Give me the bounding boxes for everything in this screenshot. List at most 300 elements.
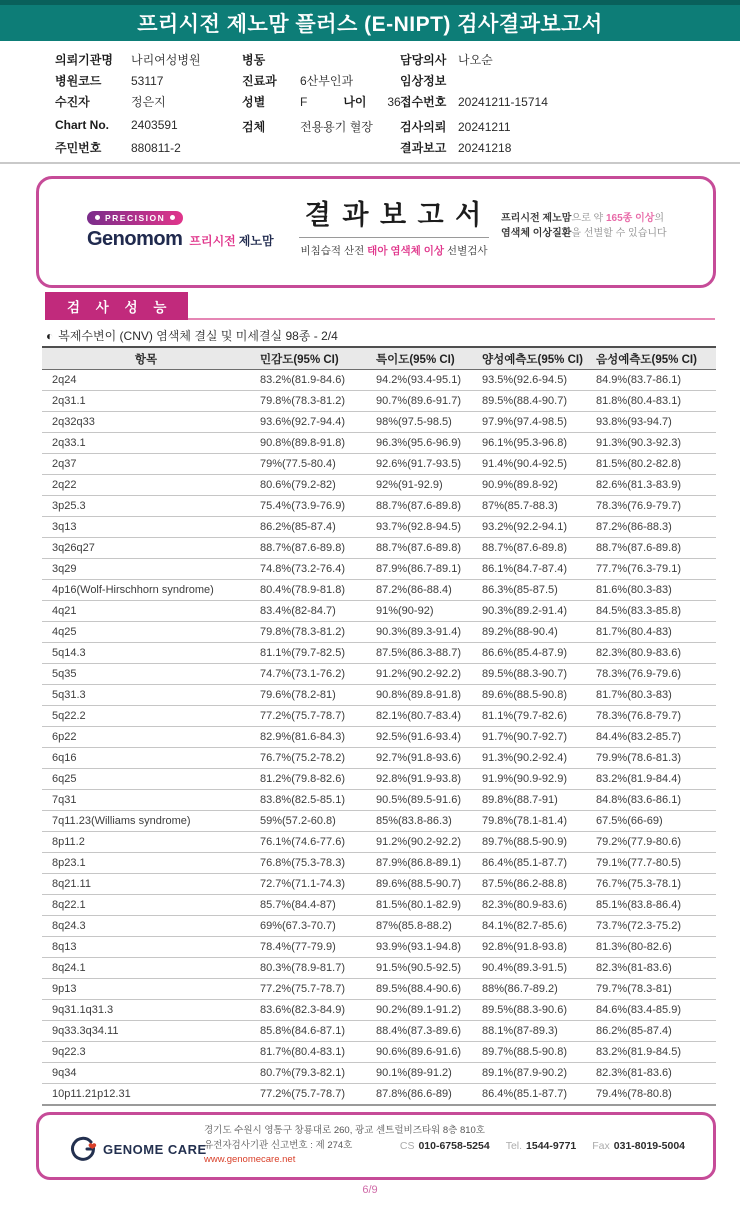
- value-cell: 89.5%(88.3-90.6): [482, 1004, 567, 1016]
- genomecare-logo: [69, 1135, 207, 1163]
- value-cell: 94.2%(93.4-95.1): [376, 374, 461, 386]
- table-row: [42, 895, 716, 916]
- value-cell: 91.5%(90.5-92.5): [376, 962, 461, 974]
- value-cell: 67.5%(66-69): [596, 815, 663, 827]
- info-value: 2403591: [131, 118, 178, 132]
- value-cell: 89.5%(88.3-90.7): [482, 668, 567, 680]
- footer-fax: Fax 031-8019-5004: [592, 1140, 685, 1152]
- value-cell: 83.8%(82.5-85.1): [260, 794, 345, 806]
- info-value: 36: [387, 95, 401, 109]
- table-row: [42, 622, 716, 643]
- value-cell: 76.7%(75.2-78.2): [260, 752, 345, 764]
- info-label: Chart No.: [55, 118, 109, 132]
- value-cell: 91.2%(90.2-92.2): [376, 668, 461, 680]
- genomecare-logo-text: GENOME CARE: [103, 1141, 207, 1157]
- item-cell: 8p23.1: [52, 857, 86, 869]
- value-cell: 91.9%(90.9-92.9): [482, 773, 567, 785]
- item-cell: 5q22.2: [52, 710, 86, 722]
- info-label: 담당의사: [400, 53, 447, 67]
- column-header-specificity: 특이도(95% CI): [376, 353, 455, 366]
- value-cell: 84.8%(83.6-86.1): [596, 794, 681, 806]
- value-cell: 90.4%(89.3-91.5): [482, 962, 567, 974]
- value-cell: 82.9%(81.6-84.3): [260, 731, 345, 743]
- value-cell: 84.4%(83.2-85.7): [596, 731, 681, 743]
- value-cell: 85%(83.8-86.3): [376, 815, 452, 827]
- info-row: [242, 93, 401, 114]
- item-cell: 4q21: [52, 605, 77, 617]
- result-card-note: [501, 211, 681, 241]
- value-cell: 87%(85.7-88.3): [482, 500, 558, 512]
- result-card-subtitle: 비침습적 산전 태아 염색체 이상 선별검사: [300, 245, 488, 257]
- value-cell: 84.9%(83.7-86.1): [596, 374, 681, 386]
- table-row: [42, 979, 716, 1000]
- value-cell: 79.8%(78.1-81.4): [482, 815, 567, 827]
- item-cell: 2q32q33: [52, 416, 95, 428]
- genomom-brand-logo: [87, 207, 277, 251]
- value-cell: 82.3%(80.9-83.6): [482, 899, 567, 911]
- info-row: [55, 93, 201, 114]
- value-cell: 92%(91-92.9): [376, 479, 443, 491]
- table-row: [42, 1042, 716, 1063]
- info-row: [242, 72, 401, 93]
- value-cell: 92.8%(91.8-93.8): [482, 941, 567, 953]
- info-value: 880811-2: [131, 141, 181, 155]
- value-cell: 81.5%(80.2-82.8): [596, 458, 681, 470]
- value-cell: 84.5%(83.3-85.8): [596, 605, 681, 617]
- value-cell: 82.3%(80.9-83.6): [596, 647, 681, 659]
- value-cell: 87.9%(86.7-89.1): [376, 563, 461, 575]
- value-cell: 78.4%(77-79.9): [260, 941, 336, 953]
- value-cell: 98%(97.5-98.5): [376, 416, 452, 428]
- genomecare-logo-icon: [69, 1135, 97, 1163]
- value-cell: 75.4%(73.9-76.9): [260, 500, 345, 512]
- value-cell: 89.7%(88.5-90.9): [482, 836, 567, 848]
- info-row: [242, 118, 401, 139]
- value-cell: 72.7%(71.1-74.3): [260, 878, 345, 890]
- item-cell: 9q22.3: [52, 1046, 86, 1058]
- info-value: 나오순: [458, 53, 493, 67]
- result-report-card: [36, 176, 716, 288]
- value-cell: 76.7%(75.3-78.1): [596, 878, 681, 890]
- info-label: 임상정보: [400, 74, 447, 88]
- footer-website-link[interactable]: www.genomecare.net: [204, 1154, 296, 1165]
- value-cell: 93.2%(92.2-94.1): [482, 521, 567, 533]
- item-cell: 2q33.1: [52, 437, 86, 449]
- info-value: 6산부인과: [300, 74, 354, 88]
- value-cell: 78.3%(76.9-79.7): [596, 500, 681, 512]
- info-row: [400, 72, 548, 93]
- table-row: [42, 1084, 716, 1106]
- item-cell: 2q31.1: [52, 395, 86, 407]
- item-cell: 3q13: [52, 521, 77, 533]
- value-cell: 86.2%(85-87.4): [260, 521, 336, 533]
- value-cell: 77.2%(75.7-78.7): [260, 983, 345, 995]
- item-cell: 4p16(Wolf-Hirschhorn syndrome): [52, 584, 214, 596]
- value-cell: 81.7%(80.4-83): [596, 626, 672, 638]
- value-cell: 88.7%(87.6-89.8): [260, 542, 345, 554]
- patient-info-col2: [242, 51, 401, 139]
- value-cell: 89.5%(88.4-90.6): [376, 983, 461, 995]
- info-row: [242, 51, 401, 72]
- info-value: 20241211-15714: [458, 95, 548, 109]
- info-row: [55, 118, 201, 139]
- value-cell: 86.4%(85.1-87.7): [482, 857, 567, 869]
- value-cell: 82.3%(81-83.6): [596, 1067, 672, 1079]
- value-cell: 73.7%(72.3-75.2): [596, 920, 681, 932]
- table-row: [42, 937, 716, 958]
- value-cell: 79.7%(78.3-81): [596, 983, 672, 995]
- value-cell: 89.1%(87.9-90.2): [482, 1067, 567, 1079]
- precision-badge: [87, 211, 183, 225]
- report-title-bar: [0, 5, 740, 41]
- item-cell: 6p22: [52, 731, 77, 743]
- table-header-row: [42, 346, 716, 370]
- table-row: [42, 790, 716, 811]
- table-row: [42, 685, 716, 706]
- value-cell: 92.7%(91.8-93.6): [376, 752, 461, 764]
- column-header-npv: 음성예측도(95% CI): [596, 353, 697, 366]
- table-row: [42, 853, 716, 874]
- value-cell: 79.4%(78-80.8): [596, 1088, 672, 1100]
- info-value: 나리여성병원: [131, 53, 201, 67]
- value-cell: 83.4%(82-84.7): [260, 605, 336, 617]
- value-cell: 78.3%(76.9-79.6): [596, 668, 681, 680]
- value-cell: 80.4%(78.9-81.8): [260, 584, 345, 596]
- value-cell: 87.5%(86.3-88.7): [376, 647, 461, 659]
- info-label: 병원코드: [55, 74, 102, 88]
- page-title: 프리시전 제노맘 플러스 (E-NIPT) 검사결과보고서: [137, 13, 603, 36]
- info-value: F: [300, 95, 308, 109]
- value-cell: 81.8%(80.4-83.1): [596, 395, 681, 407]
- info-row: [55, 51, 201, 72]
- value-cell: 87%(85.8-88.2): [376, 920, 452, 932]
- value-cell: 89.6%(88.5-90.8): [482, 689, 567, 701]
- value-cell: 91.7%(90.7-92.7): [482, 731, 567, 743]
- value-cell: 81.2%(79.8-82.6): [260, 773, 345, 785]
- item-cell: 10p11.21p12.31: [52, 1088, 131, 1100]
- value-cell: 90.9%(89.8-92): [482, 479, 558, 491]
- item-cell: 8q13: [52, 941, 77, 953]
- value-cell: 89.2%(88-90.4): [482, 626, 558, 638]
- info-label: 검체: [242, 120, 266, 134]
- value-cell: 97.9%(97.4-98.5): [482, 416, 567, 428]
- info-value: 전용용기 혈장: [300, 120, 373, 134]
- value-cell: 88.4%(87.3-89.6): [376, 1025, 461, 1037]
- info-label: 성별: [242, 95, 266, 109]
- value-cell: 82.6%(81.3-83.9): [596, 479, 681, 491]
- info-row: [55, 72, 201, 93]
- value-cell: 90.3%(89.3-91.4): [376, 626, 461, 638]
- table-row: [42, 958, 716, 979]
- value-cell: 90.8%(89.8-91.8): [260, 437, 345, 449]
- value-cell: 90.5%(89.5-91.6): [376, 794, 461, 806]
- value-cell: 86.6%(85.4-87.9): [482, 647, 567, 659]
- value-cell: 82.1%(80.7-83.4): [376, 710, 461, 722]
- footer-contacts: [400, 1140, 685, 1152]
- info-label: 수진자: [55, 95, 90, 109]
- value-cell: 90.2%(89.1-91.2): [376, 1004, 461, 1016]
- value-cell: 88.7%(87.6-89.8): [376, 542, 461, 554]
- item-cell: 5q14.3: [52, 647, 86, 659]
- info-value: 20241211: [458, 120, 511, 134]
- value-cell: 89.7%(88.5-90.8): [482, 1046, 567, 1058]
- footer-address-line1: 경기도 수원시 영통구 창룡대로 260, 광교 센트럴비즈타워 8층 810호: [204, 1125, 485, 1136]
- value-cell: 79.8%(78.3-81.2): [260, 626, 345, 638]
- value-cell: 92.6%(91.7-93.5): [376, 458, 461, 470]
- section-subtitle-text: 복제수변이 (CNV) 염색체 결실 및 미세결실 98종 - 2/4: [58, 329, 338, 343]
- info-label: 나이: [343, 95, 367, 109]
- table-row: [42, 916, 716, 937]
- table-row: [42, 559, 716, 580]
- table-row: [42, 538, 716, 559]
- value-cell: 93.6%(92.7-94.4): [260, 416, 345, 428]
- value-cell: 88.1%(87-89.3): [482, 1025, 558, 1037]
- badge-label: PRECISION: [105, 212, 166, 223]
- item-cell: 9q34: [52, 1067, 77, 1079]
- info-value: 53117: [131, 74, 164, 88]
- footer-tel: Tel. 1544-9771: [505, 1140, 577, 1152]
- item-cell: 8p11.2: [52, 836, 85, 848]
- badge-dot-icon: [170, 215, 175, 220]
- info-label: 주민번호: [55, 141, 102, 155]
- info-label: 진료과: [242, 74, 277, 88]
- section-subtitle: [46, 327, 338, 344]
- value-cell: 86.4%(85.1-87.7): [482, 1088, 567, 1100]
- value-cell: 74.7%(73.1-76.2): [260, 668, 345, 680]
- item-cell: 6q25: [52, 773, 77, 785]
- value-cell: 76.1%(74.6-77.6): [260, 836, 345, 848]
- value-cell: 87.2%(86-88.3): [596, 521, 672, 533]
- value-cell: 80.7%(79.3-82.1): [260, 1067, 345, 1079]
- value-cell: 91.4%(90.4-92.5): [482, 458, 567, 470]
- table-row: [42, 1021, 716, 1042]
- value-cell: 93.8%(93-94.7): [596, 416, 672, 428]
- item-cell: 8q21.11: [52, 878, 91, 890]
- value-cell: 80.6%(79.2-82): [260, 479, 336, 491]
- info-label: 병동: [242, 53, 266, 67]
- table-row: [42, 1000, 716, 1021]
- info-row: [400, 51, 548, 72]
- info-row: [400, 93, 548, 114]
- value-cell: 80.3%(78.9-81.7): [260, 962, 345, 974]
- note-line-1: 프리시전 제노맘으로 약 165종 이상의: [501, 213, 665, 224]
- value-cell: 84.6%(83.4-85.9): [596, 1004, 681, 1016]
- note-line-2: 염색체 이상질환을 선별할 수 있습니다: [501, 228, 667, 239]
- value-cell: 79.9%(78.6-81.3): [596, 752, 681, 764]
- value-cell: 87.5%(86.2-88.8): [482, 878, 567, 890]
- item-cell: 2q37: [52, 458, 77, 470]
- title-divider: [299, 237, 489, 238]
- table-row: [42, 811, 716, 832]
- value-cell: 92.5%(91.6-93.4): [376, 731, 461, 743]
- column-header-ppv: 양성예측도(95% CI): [482, 353, 583, 366]
- column-header-sensitivity: 민감도(95% CI): [260, 353, 339, 366]
- page-number: 6/9: [362, 1184, 378, 1196]
- item-cell: 8q24.3: [52, 920, 86, 932]
- value-cell: 81.5%(80.1-82.9): [376, 899, 461, 911]
- table-row: [42, 601, 716, 622]
- item-cell: 7q11.23(Williams syndrome): [52, 815, 191, 827]
- table-row: [42, 664, 716, 685]
- value-cell: 74.8%(73.2-76.4): [260, 563, 345, 575]
- badge-dot-icon: [95, 215, 100, 220]
- value-cell: 91.2%(90.2-92.2): [376, 836, 461, 848]
- value-cell: 85.8%(84.6-87.1): [260, 1025, 345, 1037]
- table-row: [42, 517, 716, 538]
- item-cell: 5q31.3: [52, 689, 86, 701]
- item-cell: 8q24.1: [52, 962, 86, 974]
- value-cell: 88.7%(87.6-89.8): [482, 542, 567, 554]
- value-cell: 79.6%(78.2-81): [260, 689, 336, 701]
- value-cell: 88.7%(87.6-89.8): [376, 500, 461, 512]
- table-row: [42, 748, 716, 769]
- value-cell: 89.5%(88.4-90.7): [482, 395, 567, 407]
- value-cell: 78.3%(76.8-79.7): [596, 710, 681, 722]
- value-cell: 76.8%(75.3-78.3): [260, 857, 345, 869]
- value-cell: 90.8%(89.8-91.8): [376, 689, 461, 701]
- table-row: [42, 391, 716, 412]
- value-cell: 90.1%(89-91.2): [376, 1067, 452, 1079]
- value-cell: 86.1%(84.7-87.4): [482, 563, 567, 575]
- table-body: [42, 370, 716, 1106]
- table-row: [42, 580, 716, 601]
- info-row: [400, 118, 548, 139]
- item-cell: 9q33.3q34.11: [52, 1025, 119, 1037]
- table-row: [42, 643, 716, 664]
- value-cell: 87.9%(86.8-89.1): [376, 857, 461, 869]
- value-cell: 77.2%(75.7-78.7): [260, 1088, 345, 1100]
- footer-card: [36, 1112, 716, 1180]
- value-cell: 93.9%(93.1-94.8): [376, 941, 461, 953]
- value-cell: 91%(90-92): [376, 605, 434, 617]
- value-cell: 93.5%(92.6-94.5): [482, 374, 567, 386]
- value-cell: 85.7%(84.4-87): [260, 899, 336, 911]
- patient-info-col3: [400, 51, 548, 160]
- value-cell: 77.2%(75.7-78.7): [260, 710, 345, 722]
- patient-info-section: [0, 41, 740, 164]
- value-cell: 79.8%(78.3-81.2): [260, 395, 345, 407]
- table-row: [42, 727, 716, 748]
- item-cell: 3q29: [52, 563, 77, 575]
- value-cell: 69%(67.3-70.7): [260, 920, 336, 932]
- value-cell: 87.8%(86.6-89): [376, 1088, 452, 1100]
- value-cell: 93.7%(92.8-94.5): [376, 521, 461, 533]
- brand-sub-pink: 프리시전: [189, 234, 236, 248]
- value-cell: 77.7%(76.3-79.1): [596, 563, 681, 575]
- section-title: 검 사 성 능: [45, 292, 188, 320]
- table-row: [42, 874, 716, 895]
- brand-name: Genomom: [87, 228, 183, 250]
- half-circle-icon: ◐: [46, 329, 54, 343]
- item-cell: 3p25.3: [52, 500, 86, 512]
- footer-cs: CS 010-6758-5254: [399, 1140, 490, 1152]
- column-header-item: 항목: [134, 353, 158, 366]
- table-row: [42, 454, 716, 475]
- value-cell: 88%(86.7-89.2): [482, 983, 558, 995]
- value-cell: 84.1%(82.7-85.6): [482, 920, 567, 932]
- value-cell: 79%(77.5-80.4): [260, 458, 336, 470]
- value-cell: 79.2%(77.9-80.6): [596, 836, 681, 848]
- value-cell: 81.7%(80.3-83): [596, 689, 672, 701]
- value-cell: 87.2%(86-88.4): [376, 584, 452, 596]
- item-cell: 4q25: [52, 626, 77, 638]
- value-cell: 91.3%(90.2-92.4): [482, 752, 567, 764]
- item-cell: 2q22: [52, 479, 77, 491]
- value-cell: 89.6%(88.5-90.7): [376, 878, 461, 890]
- table-row: [42, 370, 716, 391]
- info-row: [400, 139, 548, 160]
- value-cell: 82.3%(81-83.6): [596, 962, 672, 974]
- value-cell: 96.1%(95.3-96.8): [482, 437, 567, 449]
- value-cell: 81.1%(79.7-82.6): [482, 710, 567, 722]
- value-cell: 83.2%(81.9-84.5): [596, 1046, 681, 1058]
- table-row: [42, 412, 716, 433]
- info-value: 20241218: [458, 141, 512, 155]
- value-cell: 86.2%(85-87.4): [596, 1025, 672, 1037]
- info-label: 의뢰기관명: [55, 53, 113, 67]
- table-row: [42, 475, 716, 496]
- performance-table: [42, 346, 716, 1106]
- value-cell: 81.7%(80.4-83.1): [260, 1046, 345, 1058]
- value-cell: 89.8%(88.7-91): [482, 794, 558, 806]
- value-cell: 59%(57.2-60.8): [260, 815, 336, 827]
- item-cell: 6q16: [52, 752, 77, 764]
- info-label: 검사의뢰: [400, 120, 447, 134]
- item-cell: 7q31: [52, 794, 77, 806]
- info-value: 정은지: [131, 95, 166, 109]
- table-row: [42, 706, 716, 727]
- section-header-rule: [45, 295, 715, 320]
- value-cell: 96.3%(95.6-96.9): [376, 437, 461, 449]
- item-cell: 5q35: [52, 668, 77, 680]
- result-card-title: 결 과 보 고 서: [304, 200, 484, 230]
- value-cell: 81.1%(79.7-82.5): [260, 647, 345, 659]
- value-cell: 83.6%(82.3-84.9): [260, 1004, 345, 1016]
- item-cell: 3q26q27: [52, 542, 95, 554]
- info-label: 접수번호: [400, 95, 447, 109]
- patient-info-col1: [55, 51, 201, 160]
- result-card-title-block: [279, 193, 509, 258]
- item-cell: 8q22.1: [52, 899, 86, 911]
- value-cell: 81.6%(80.3-83): [596, 584, 672, 596]
- info-row: [55, 139, 201, 160]
- item-cell: 9p13: [52, 983, 77, 995]
- value-cell: 81.3%(80-82.6): [596, 941, 672, 953]
- value-cell: 88.7%(87.6-89.8): [596, 542, 681, 554]
- value-cell: 91.3%(90.3-92.3): [596, 437, 681, 449]
- value-cell: 90.7%(89.6-91.7): [376, 395, 461, 407]
- brand-name-line: [87, 228, 277, 251]
- table-row: [42, 769, 716, 790]
- item-cell: 2q24: [52, 374, 77, 386]
- table-row: [42, 433, 716, 454]
- value-cell: 83.2%(81.9-84.6): [260, 374, 345, 386]
- value-cell: 85.1%(83.8-86.4): [596, 899, 681, 911]
- value-cell: 90.6%(89.6-91.6): [376, 1046, 461, 1058]
- item-cell: 9q31.1q31.3: [52, 1004, 114, 1016]
- value-cell: 86.3%(85-87.5): [482, 584, 558, 596]
- info-label: 결과보고: [400, 141, 447, 155]
- table-row: [42, 832, 716, 853]
- value-cell: 79.1%(77.7-80.5): [596, 857, 681, 869]
- table-row: [42, 1063, 716, 1084]
- table-row: [42, 496, 716, 517]
- brand-sub-dark: 제노맘: [238, 234, 274, 248]
- value-cell: 83.2%(81.9-84.4): [596, 773, 681, 785]
- footer-address-line2: 유전자검사기관 신고번호 : 제 274호: [204, 1139, 353, 1151]
- value-cell: 90.3%(89.2-91.4): [482, 605, 567, 617]
- value-cell: 92.8%(91.9-93.8): [376, 773, 461, 785]
